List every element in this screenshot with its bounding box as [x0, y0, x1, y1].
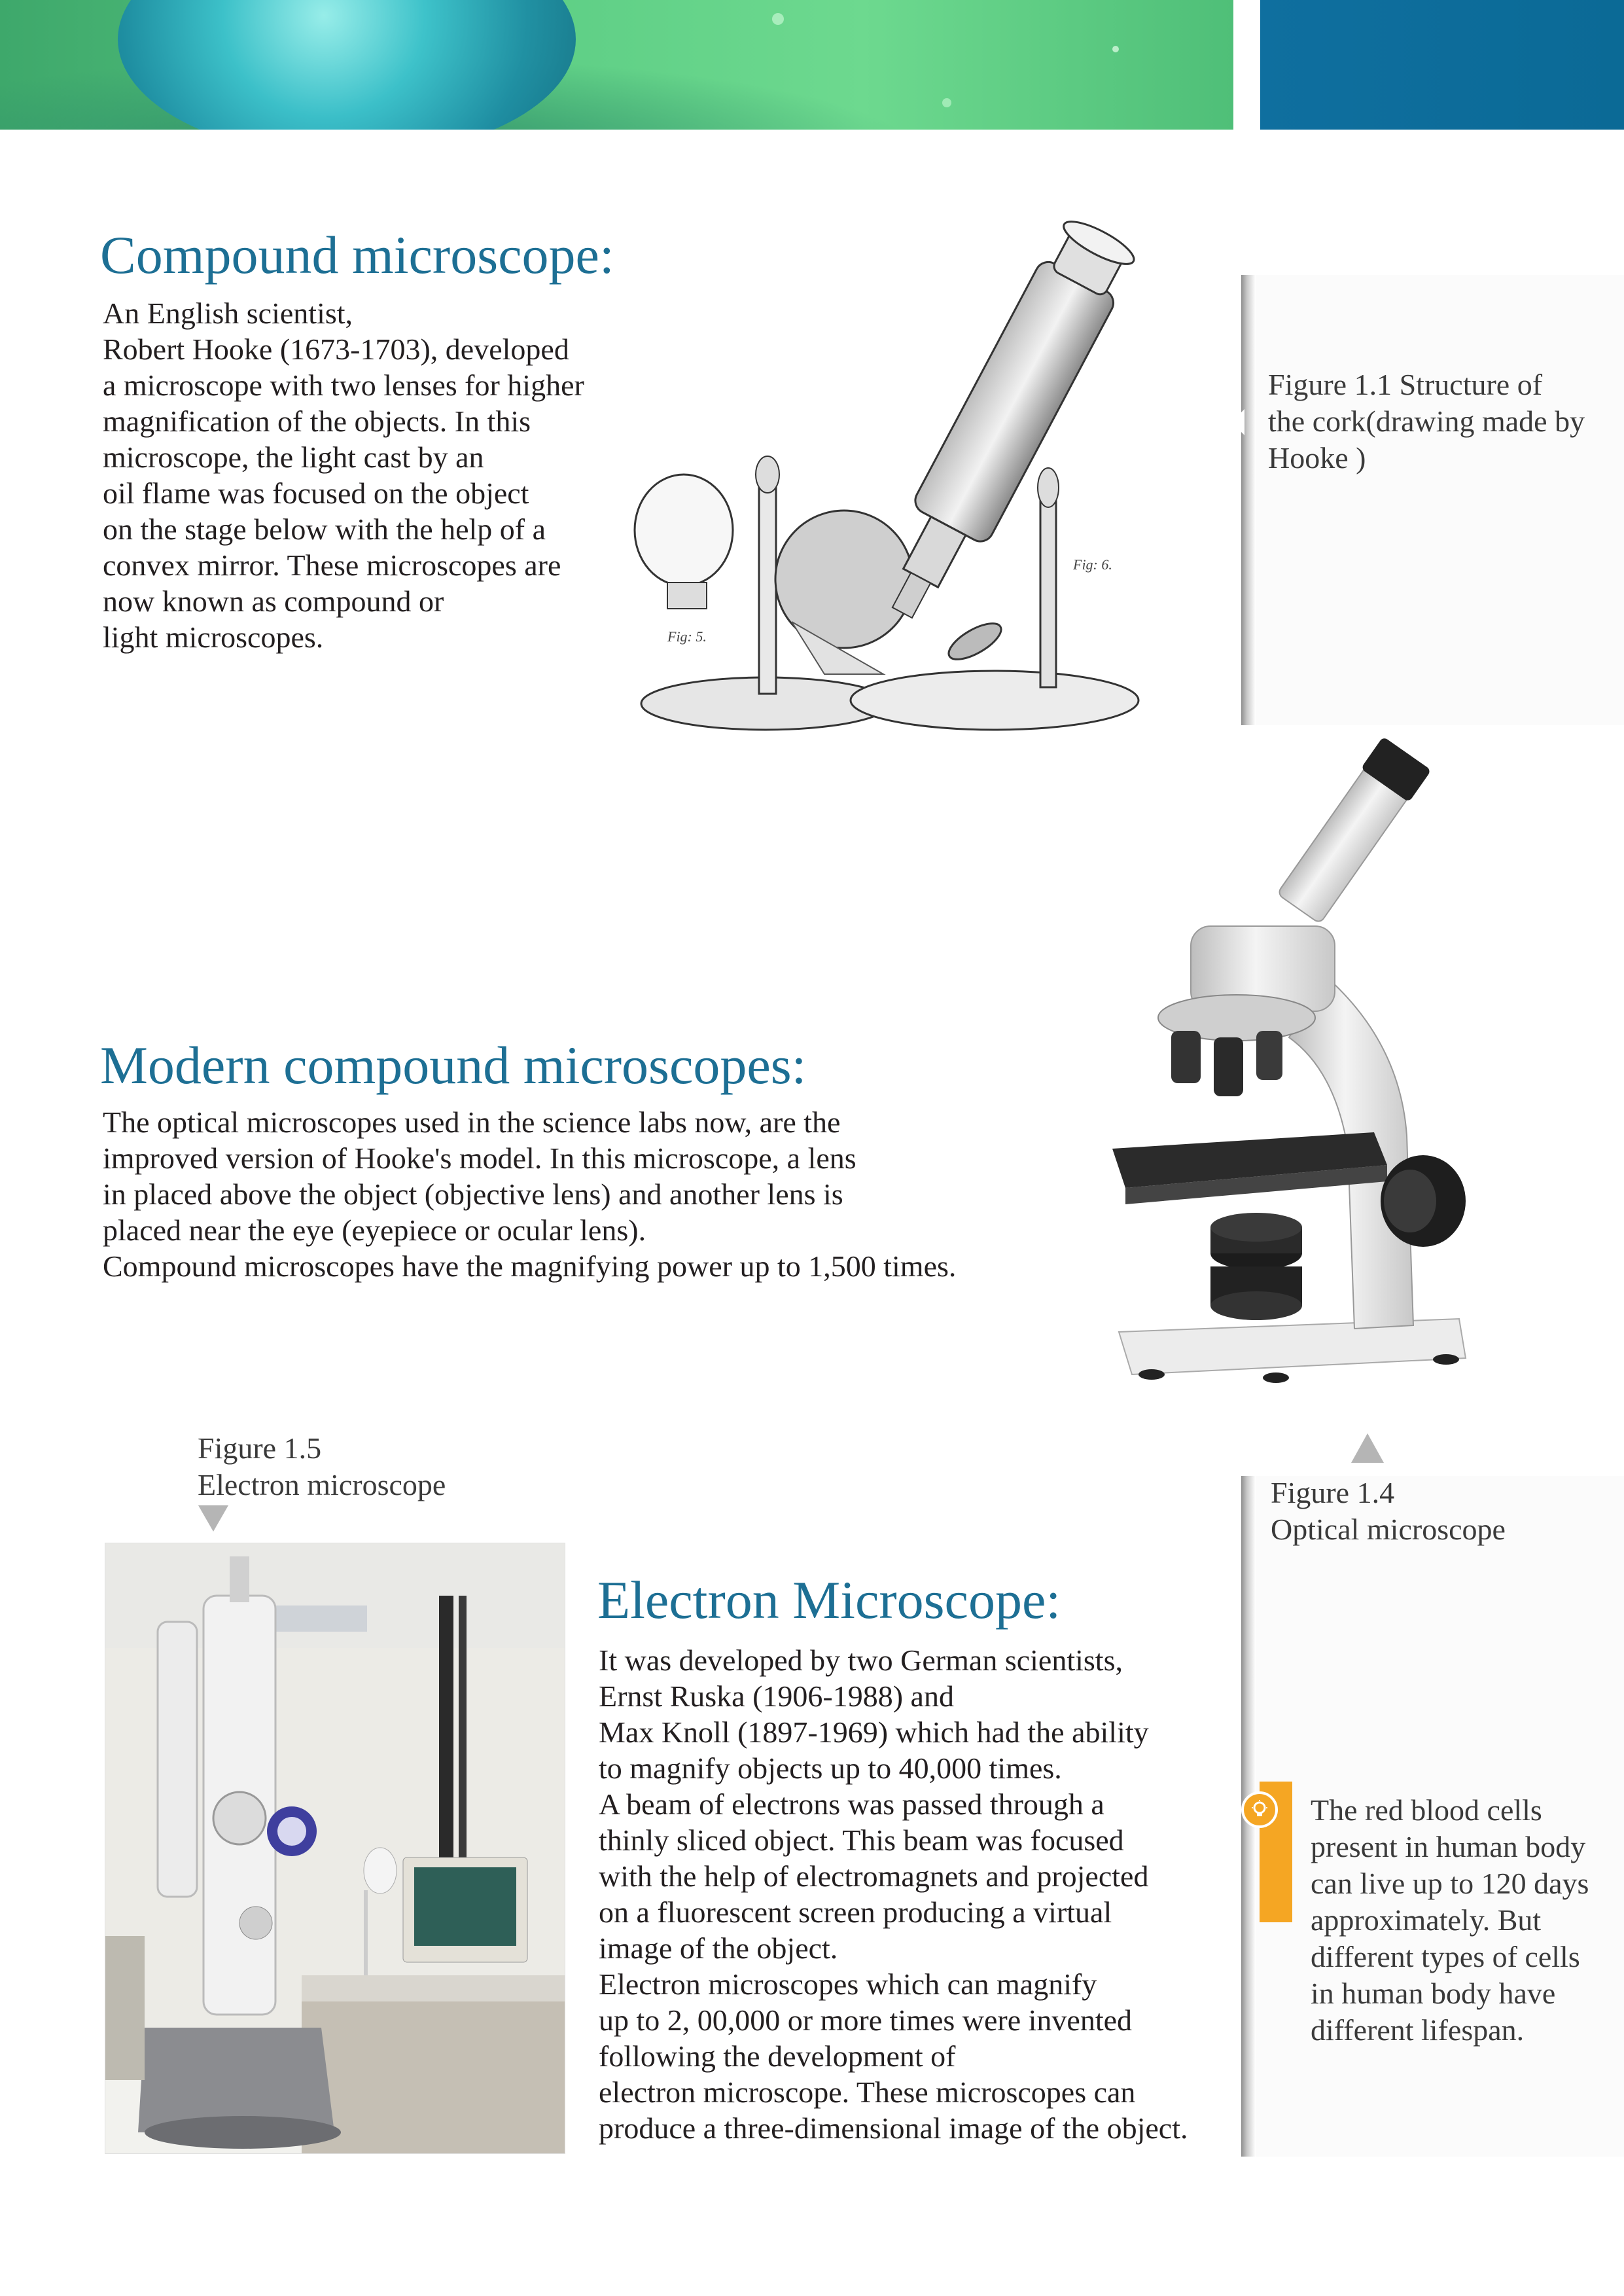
- lightbulb-icon: [1241, 1791, 1278, 1828]
- modern-heading: Modern compound microscopes:: [100, 1035, 807, 1095]
- tip-text: The red blood cells present in human body can live up to 120 days approximately. But different types of cells in human body have different lifespan.: [1311, 1793, 1589, 2047]
- compound-heading: Compound microscope:: [100, 225, 614, 285]
- cell-illustration: [118, 0, 576, 130]
- side-rail: [1241, 275, 1256, 725]
- bubble-decoration: [1112, 46, 1119, 52]
- header-banner-accent: [1260, 0, 1624, 130]
- figure-1-1-caption: Figure 1.1 Structure of the cork(drawing made by Hooke ): [1268, 368, 1585, 475]
- hooke-microscope-image: [628, 216, 1217, 733]
- header-banner-image: [0, 0, 1233, 130]
- svg-text:Fig: 6.: Fig: 6.: [1073, 556, 1112, 573]
- electron-body: It was developed by two German scientists, Ernst Ruska (1906-1988) and Max Knoll (1897-1969) which had the ability to magnify objects up to 40,000 times. A beam of electrons was passed through a thinly sliced object. This beam was focused with the help of electromagnets and projected on a fluorescent screen producing a virtual image of the object. Electron microscopes which can magnify up to 2, 00,000 or more times were invented following the development of electron microscope. These microscopes can produce a three-dimensional image of the object.: [599, 1643, 1188, 2145]
- bubble-decoration: [772, 13, 784, 25]
- figure-1-4-caption: Figure 1.4 Optical microscope: [1271, 1476, 1506, 1546]
- optical-microscope-image: [1093, 730, 1498, 1410]
- electron-heading: Electron Microscope:: [597, 1570, 1061, 1630]
- caption-panel: [1256, 275, 1624, 725]
- pointer-left-icon: [1231, 409, 1244, 435]
- triangle-up-icon: [1351, 1433, 1384, 1463]
- electron-microscope-image: [105, 1543, 565, 2154]
- bubble-decoration: [942, 98, 951, 107]
- figure-1-5-caption: Figure 1.5 Electron microscope: [198, 1431, 446, 1501]
- modern-body: The optical microscopes used in the science labs now, are the improved version of Hooke's model. In this microscope, a lens in placed above the object (objective lens) and another lens is placed near the eye (eyepiece or ocular lens). Compound microscopes have the magnifying power up to 1,500 times.: [103, 1105, 957, 1283]
- svg-text:Fig: 5.: Fig: 5.: [667, 628, 707, 645]
- triangle-down-icon: [198, 1505, 228, 1532]
- compound-body: An English scientist, Robert Hooke (1673-1703), developed a microscope with two lenses for higher magnification of the objects. In this microscope, the light cast by an oil flame was focused on the object on the stage below with the help of a convex mirror. These microscopes are now known as compound or light microscopes.: [103, 296, 584, 654]
